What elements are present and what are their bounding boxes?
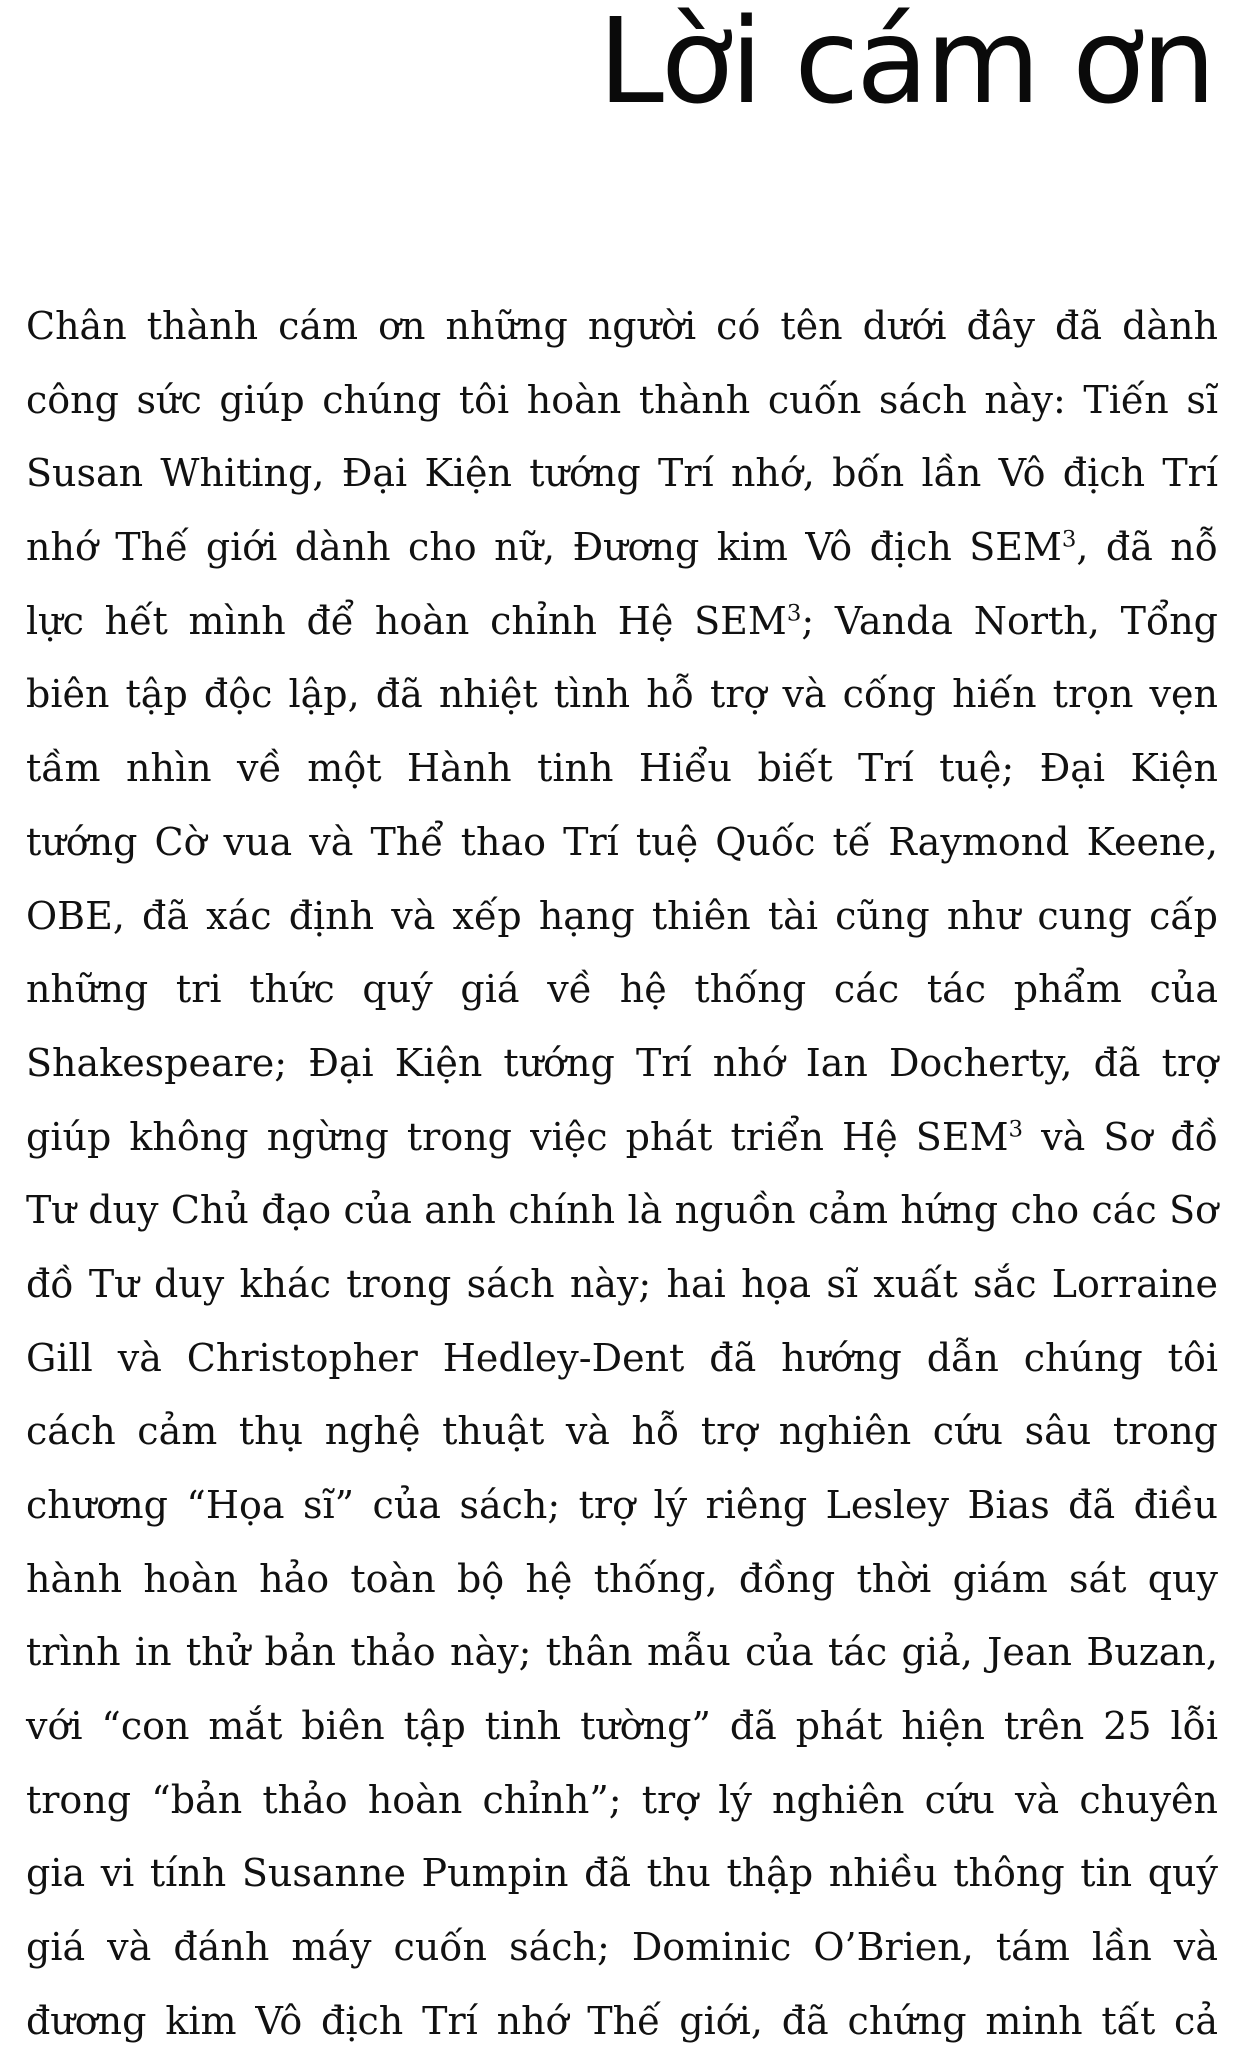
text-line-content: hành hoàn hảo toàn bộ hệ thống, đồng thời giám sát quy <box>26 1556 1218 1601</box>
superscript: 3 <box>1008 1115 1024 1142</box>
page-title: Lời cám ơn <box>598 0 1213 130</box>
text-line-content: OBE, đã xác định và xếp hạng thiên tài cũng như cung cấp <box>26 893 1218 938</box>
text-line-content: chương “Họa sĩ” của sách; trợ lý riêng Lesley Bias đã điều <box>26 1483 1218 1527</box>
text-line-content: đồ Tư duy khác trong sách này; hai họa sĩ xuất sắc Lorraine <box>26 1261 1218 1306</box>
text-line <box>26 1764 1218 1838</box>
text-line-content: trong “bản thảo hoàn chỉnh”; trợ lý nghiên cứu và chuyên <box>26 1777 1218 1822</box>
text-line-continuation: ; Vanda North, Tổng <box>801 598 1218 643</box>
text-line-content: với “con mắt biên tập tinh tường” đã phát hiện trên 25 lỗi <box>26 1704 1218 1749</box>
text-line-content: tầm nhìn về một Hành tinh Hiểu biết Trí tuệ; Đại Kiện <box>26 746 1218 791</box>
text-line <box>26 290 1218 364</box>
text-line-content: Chân thành cám ơn những người có tên dưới đây đã dành <box>26 304 1218 348</box>
text-line <box>26 1469 1218 1543</box>
text-line <box>26 1690 1218 1764</box>
text-line-content: lực hết mình để hoàn chỉnh Hệ SEM <box>26 598 787 643</box>
text-line <box>26 1101 1218 1175</box>
text-line-continuation: và Sơ đồ <box>1023 1114 1218 1159</box>
text-line <box>26 1395 1218 1469</box>
text-line <box>26 1543 1218 1617</box>
text-line-content: Shakespeare; Đại Kiện tướng Trí nhớ Ian Docherty, đã trợ <box>26 1040 1218 1085</box>
text-line <box>26 437 1218 511</box>
text-line <box>26 1027 1218 1101</box>
text-line-content: giá và đánh máy cuốn sách; Dominic O’Brien, tám lần và <box>26 1925 1218 1970</box>
text-line-content: nhớ Thế giới dành cho nữ, Đương kim Vô địch SEM <box>26 525 1062 570</box>
text-line-content: công sức giúp chúng tôi hoàn thành cuốn sách này: Tiến sĩ <box>26 377 1218 422</box>
text-line-content: gia vi tính Susanne Pumpin đã thu thập nhiều thông tin quý <box>26 1851 1218 1896</box>
text-line-content: đương kim Vô địch Trí nhớ Thế giới, đã chứng minh tất cả <box>26 1998 1218 2043</box>
text-line <box>26 658 1218 732</box>
text-line <box>26 1985 1218 2059</box>
text-line-content: tướng Cờ vua và Thể thao Trí tuệ Quốc tế Raymond Keene, <box>26 819 1218 864</box>
text-line <box>26 1616 1218 1690</box>
text-line <box>26 511 1218 585</box>
text-line <box>26 1248 1218 1322</box>
text-line <box>26 880 1218 954</box>
text-line <box>26 732 1218 806</box>
text-line <box>26 1174 1218 1248</box>
text-line-content: cách cảm thụ nghệ thuật và hỗ trợ nghiên cứu sâu trong <box>26 1409 1218 1454</box>
text-line <box>26 953 1218 1027</box>
text-line <box>26 1837 1218 1911</box>
text-line-continuation: , đã nỗ <box>1076 525 1218 570</box>
superscript: 3 <box>1061 526 1077 553</box>
text-line-content: Susan Whiting, Đại Kiện tướng Trí nhớ, bốn lần Vô địch Trí <box>26 451 1218 496</box>
text-line-content: Tư duy Chủ đạo của anh chính là nguồn cảm hứng cho các Sơ <box>26 1188 1218 1233</box>
text-line <box>26 806 1218 880</box>
text-line-content: giúp không ngừng trong việc phát triển Hệ SEM <box>26 1114 1009 1159</box>
text-line-content: những tri thức quý giá về hệ thống các tác phẩm của <box>26 967 1218 1012</box>
text-line-content: biên tập độc lập, đã nhiệt tình hỗ trợ và cống hiến trọn vẹn <box>26 672 1218 717</box>
text-line-content: trình in thử bản thảo này; thân mẫu của tác giả, Jean Buzan, <box>26 1630 1218 1675</box>
text-line-content: Gill và Christopher Hedley-Dent đã hướng dẫn chúng tôi <box>26 1335 1218 1380</box>
text-line <box>26 585 1218 659</box>
acknowledgement-paragraph <box>26 290 1218 2059</box>
text-line <box>26 1911 1218 1985</box>
superscript: 3 <box>786 600 802 627</box>
text-line <box>26 364 1218 438</box>
text-line <box>26 1322 1218 1396</box>
